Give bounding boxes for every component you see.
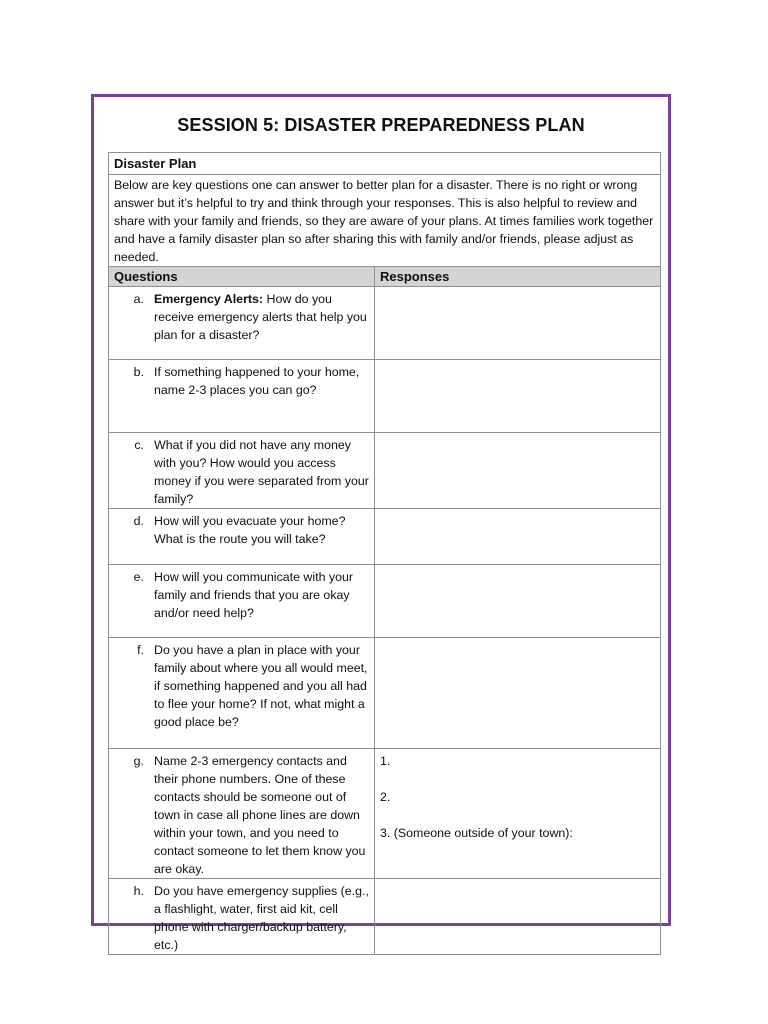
intro-text: Below are key questions one can answer to better plan for a disaster. There is no right or wrong answer but it’s helpful to try and think through your responses. This is also helpful to review and share with your family and friends, so they are aware of your plans. At times families work together and have a family disaster plan so after sharing this with family and/or friends, please adjust as needed. — [109, 175, 661, 267]
question-text: How do you receive emergency alerts that help you plan for a disaster? — [154, 292, 367, 342]
question-d — [114, 509, 369, 548]
contact-1-label: 1. — [380, 754, 391, 768]
plan-heading-row — [109, 153, 661, 175]
response-cell-b[interactable] — [375, 360, 661, 433]
response-cell-a[interactable] — [375, 287, 661, 360]
question-text: Name 2-3 emergency contacts and their phone numbers. One of these contacts should be someone out of town in case all phone lines are down within your town, and you need to contact someone to let them know you are okay. — [154, 754, 366, 876]
table-row — [109, 565, 661, 638]
page-border — [91, 94, 671, 952]
question-letter: h. — [133, 884, 144, 898]
question-letter: a. — [133, 292, 144, 306]
question-letter: c. — [134, 438, 144, 452]
response-cell-f[interactable] — [375, 638, 661, 749]
question-text: If something happened to your home, name 2-3 places you can go? — [154, 365, 360, 397]
response-cell-c[interactable] — [375, 433, 661, 509]
question-text: How will you evacuate your home? What is the route you will take? — [154, 514, 346, 546]
question-e — [114, 565, 369, 622]
question-h — [114, 879, 369, 954]
table-row — [109, 638, 661, 749]
table-row — [109, 287, 661, 360]
question-g — [114, 749, 369, 878]
question-letter: g. — [133, 754, 144, 768]
table-row — [109, 360, 661, 433]
question-text: Do you have emergency supplies (e.g., a flashlight, water, first aid kit, cell phone with charger/backup battery, etc.) — [154, 884, 369, 952]
response-cell-d[interactable] — [375, 509, 661, 565]
question-b — [114, 360, 369, 399]
table-row — [109, 509, 661, 565]
table-row — [109, 879, 661, 955]
question-text: How will you communicate with your family and friends that you are okay and/or need help? — [154, 570, 354, 620]
question-a — [114, 287, 369, 344]
question-c — [114, 433, 369, 508]
questions-header: Questions — [109, 267, 375, 287]
responses-header: Responses — [375, 267, 661, 287]
question-text: Do you have a plan in place with your family about where you all would meet, if something happened and you all had to flee your home? If not, what might a good place be? — [154, 643, 368, 729]
response-cell-g[interactable] — [375, 749, 661, 879]
question-emphasis: Emergency Alerts: — [154, 292, 264, 306]
response-cell-h[interactable] — [375, 879, 661, 955]
plan-heading: Disaster Plan — [109, 153, 661, 175]
question-letter: f. — [137, 643, 144, 657]
page-title: SESSION 5: DISASTER PREPAREDNESS PLAN — [177, 115, 585, 135]
contact-list — [380, 749, 655, 860]
question-letter: b. — [133, 365, 144, 379]
question-text: What if you did not have any money with you? How would you access money if you were separated from your family? — [154, 438, 369, 506]
column-header-row — [109, 267, 661, 287]
response-cell-e[interactable] — [375, 565, 661, 638]
disaster-plan-table — [108, 152, 661, 955]
question-letter: d. — [133, 514, 144, 528]
table-row — [109, 433, 661, 509]
question-f — [114, 638, 369, 731]
intro-row — [109, 175, 661, 267]
contact-2-label: 2. — [380, 790, 391, 804]
contact-3-label: 3. (Someone outside of your town): — [380, 826, 573, 840]
question-letter: e. — [133, 570, 144, 584]
table-row — [109, 749, 661, 879]
